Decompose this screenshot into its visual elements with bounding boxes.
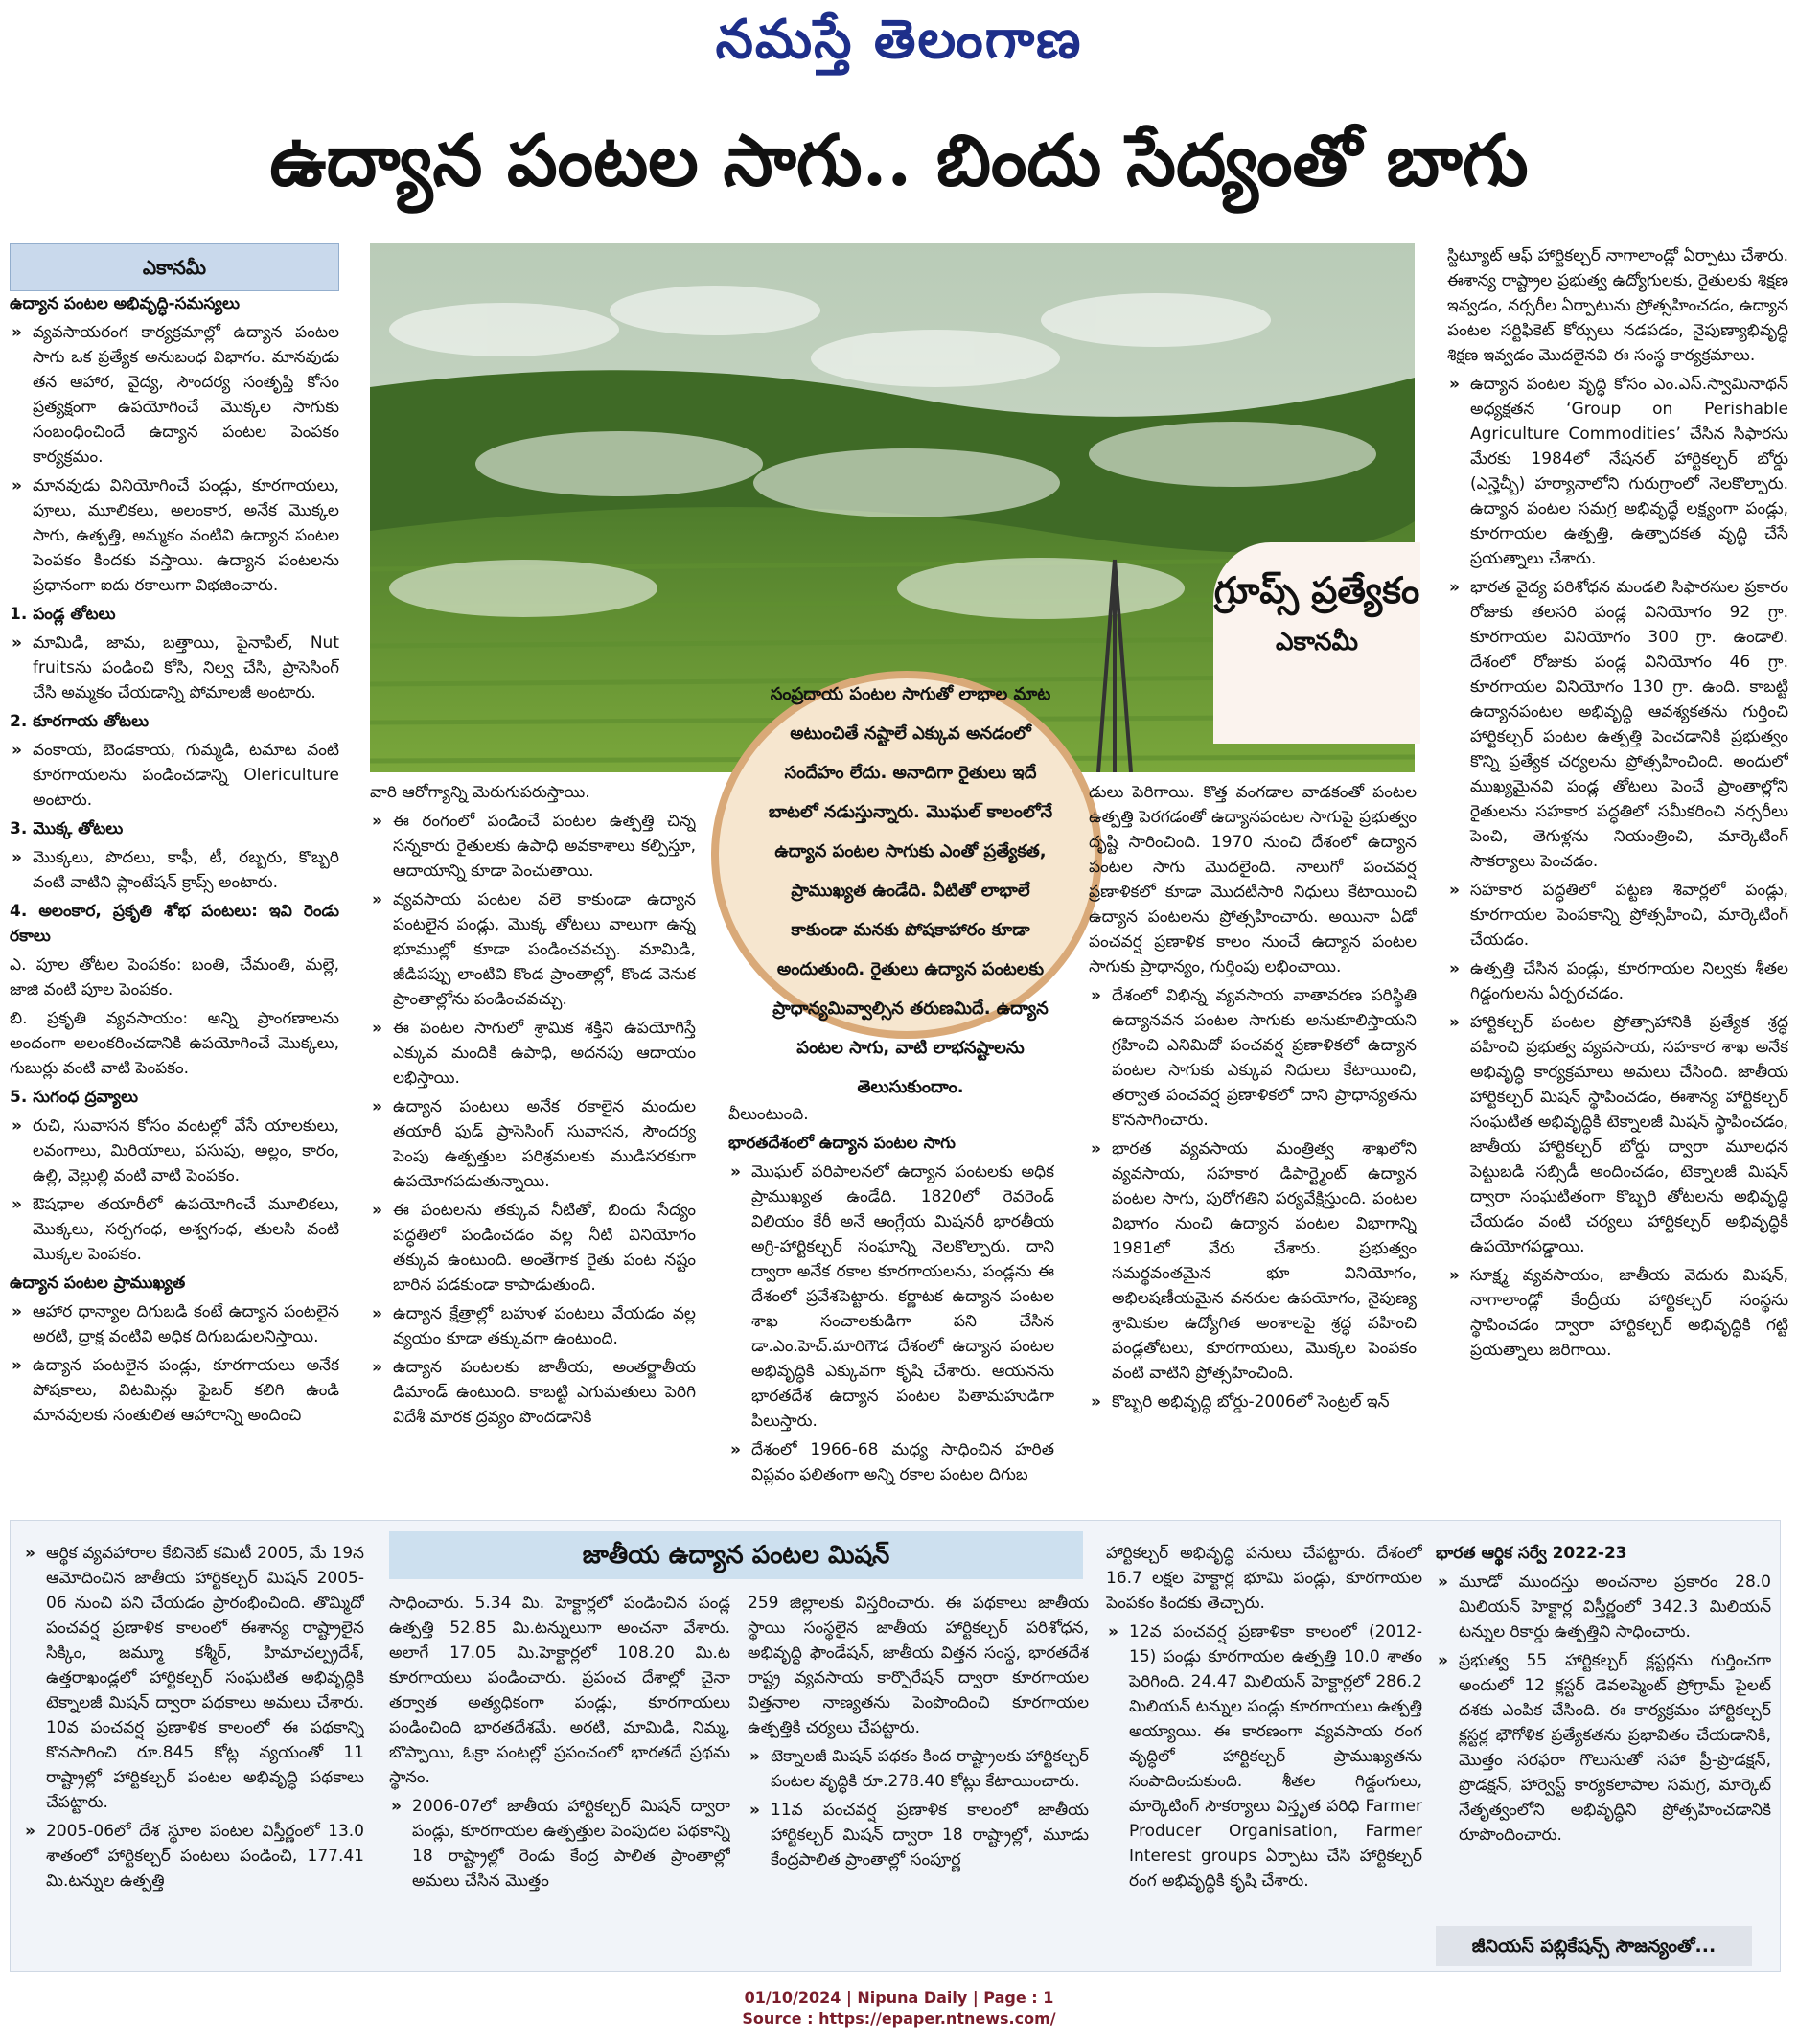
publisher-credit: జీనియస్ పబ్లికేషన్స్ సౌజన్యంతో...	[1436, 1926, 1752, 1966]
col5-bullet: » ఉత్పత్తి చేసిన పండ్లు, కూరగాయల నిల్వకు శీతల గిడ్డంగులను ఏర్పరచడం.	[1447, 956, 1788, 1006]
col1-subheading: 4. అలంకార, ప్రకృతి శోభ పంటలు: ఇవి రెండు రకాలు	[10, 902, 339, 946]
col1-heading: ఉద్యాన పంటల ప్రాముఖ్యత	[10, 1274, 186, 1293]
column-5	[1447, 243, 1788, 1499]
col4-bullet: » దేశంలో విభిన్న వ్యవసాయ వాతావరణ పరిస్థితి ఉద్యానవన పంటల సాగుకు అనుకూలిస్తాయని గ్రహించి ఎనిమిదో పంచవర్ష ప్రణాళికలో ఉద్యాన పంటల సాగుకు ఎక్కువ నిధులు కేటాయించి, తర్వాత పంచవర్ష ప్రణాళికలో దాని ప్రాధాన్యతను కొనసాగించారు.	[1089, 983, 1417, 1133]
col1-bullet: » వంకాయ, బెండకాయ, గుమ్మడి, టమాట వంటి కూరగాయలను పండించడాన్ని Olericulture అంటారు.	[10, 738, 339, 813]
bottom-bullet: » 2006-07లో జాతీయ హార్టికల్చర్ మిషన్ ద్వారా పండ్లు, కూరగాయల ఉత్పత్తుల పెంపుదల పథకాన్ని 18 రాష్ట్రాల్లో రెండు కేంద్ర పాలిత ప్రాంతాల్లో అమలు చేసిన మొత్తం	[389, 1794, 730, 1894]
column-4	[1089, 780, 1417, 1499]
col3-bullet: » దేశంలో 1966-68 మధ్య సాధించిన హరిత విప్లవం ఫలితంగా అన్ని రకాల పంటల దిగుబ	[728, 1437, 1054, 1487]
col1-bullet: » ఉద్యాన పంటలైన పండ్లు, కూరగాయలు అనేక పోషకాలు, విటమిన్లు ఫైబర్ కలిగి ఉండి మానవులకు సంతులిత ఆహారాన్ని అందించి	[10, 1353, 339, 1428]
col1-bullet: » ఆహార ధాన్యాల దిగుబడి కంటే ఉద్యాన పంటలైన అరటి, ద్రాక్ష వంటివి అధిక దిగుబడులనిస్తాయి.	[10, 1299, 339, 1349]
bottom-bullet: » 11వ పంచవర్ష ప్రణాళిక కాలంలో జాతీయ హార్టికల్చర్ మిషన్ ద్వారా 18 రాష్ట్రాల్లో, మూడు కేంద్రపాలిత ప్రాంతాల్లో సంపూర్ణ	[748, 1798, 1089, 1872]
national-mission-title: జాతీయ ఉద్యాన పంటల మిషన్	[389, 1531, 1083, 1579]
bottom-column-2	[389, 1591, 730, 1964]
col3-heading: భారతదేశంలో ఉద్యాన పంటల సాగు	[728, 1134, 956, 1153]
col1-subheading: 3. మొక్క తోటలు	[10, 819, 124, 838]
col3-bullet: » మొఘల్ పరిపాలనలో ఉద్యాన పంటలకు అధిక ప్రాముఖ్యత ఉండేది. 1820లో రెవరెండ్ విలియం కేరీ అనే ఆంగ్లేయ మిషనరీ భారతీయ అగ్రి-హార్టికల్చర్ సంఘాన్ని నెలకొల్పారు. దాని ద్వారా అనేక రకాల కూరగాయలను, పండ్లను ఈ దేశంలో ప్రవేశపెట్టారు. కర్ణాటక ఉద్యాన పంటల శాఖ సంచాలకుడిగా పని చేసిన డా.ఎం.హెచ్.మారిగౌడ దేశంలో ఉద్యాన పంటల అభివృద్ధికి ఎక్కువగా కృషి చేశారు. ఆయనను భారతదేశ ఉద్యాన పంటల పితామహుడిగా పిలుస్తారు.	[728, 1160, 1054, 1434]
col2-text: వారి ఆరోగ్యాన్ని మెరుగుపరుస్తాయి.	[370, 783, 590, 802]
col1-bullet: » మొక్కలు, పొదలు, కాఫీ, టీ, రబ్బరు, కొబ్బరి వంటి వాటిని ప్లాంటేషన్ క్రాప్స్ అంటారు.	[10, 845, 339, 895]
col3-text: వీలుంటుంది.	[728, 1105, 809, 1124]
col4-bullet: » భారత వ్యవసాయ మంత్రిత్వ శాఖలోని వ్యవసాయ, సహకార డిపార్ట్మెంట్ ఉద్యాన పంటల సాగు, పురోగతిని పర్యవేక్షిస్తుంది. పంటల విభాగం నుంచి ఉద్యాన పంటల విభాగాన్ని 1981లో వేరు చేశారు. ప్రభుత్వం సమర్థవంతమైన భూ వినియోగం, అభిలషణీయమైన వనరుల ఉపయోగం, నైపుణ్య శ్రామికుల ఉద్యోగిత అంశాలపై శ్రద్ధ వహించి పండ్లతోటలు, కూరగాయలు, మొక్కల పెంపకం వంటి వాటిని ప్రోత్సహించింది.	[1089, 1137, 1417, 1386]
bottom-bullet: » 2005-06లో దేశ స్థూల పంటల విస్తీర్ణంలో 13.0 శాతంలో హార్టికల్చర్ పంటలు పండించి, 177.41 మి.టన్నుల ఉత్పత్తి	[23, 1819, 364, 1894]
bottom-column-1	[23, 1541, 364, 1964]
col1-subheading: 1. పండ్ల తోటలు	[10, 605, 116, 624]
col5-bullet: » హార్టికల్చర్ పంటల ప్రోత్సాహానికి ప్రత్యేక శ్రద్ధ వహించి ప్రభుత్వ వ్యవసాయ, సహకార శాఖ అనేక అభివృద్ధి కార్యక్రమాలు అమలు చేసింది. జాతీయ హార్టికల్చర్ మిషన్ స్థాపించడం, ఈశాన్య హార్టికల్చర్ సంఘటిత అభివృద్ధికి టెక్నాలజీ మిషన్ స్థాపించడం, జాతీయ హార్టికల్చర్ బోర్డు ద్వారా మూలధన పెట్టుబడి సబ్సిడీ అందించడం, టెక్నాలజీ మిషన్ ద్వారా సంఘటితంగా కొబ్బరి తోటలను అభివృద్ధి చేయడం వంటి చర్యలు హార్టికల్చర్ అభివృద్ధికి ఉపయోగపడ్డాయి.	[1447, 1010, 1788, 1259]
col2-bullet: » వ్యవసాయ పంటల వలె కాకుండా ఉద్యాన పంటలైన పండ్లు, మొక్క తోటలు వాలుగా ఉన్న భూముల్లో కూడా పండించవచ్చు. మామిడి, జీడిపప్పు లాంటివి కొండ ప్రాంతాల్లో, కొండ వెనుక ప్రాంతాల్లోను పండించవచ్చు.	[370, 887, 696, 1012]
col1-item: ఎ. పూల తోటల పెంపకం: బంతి, చేమంతి, మల్లె, జాజి వంటి పూల పెంపకం.	[10, 955, 339, 999]
bottom-text: హార్టికల్చర్ అభివృద్ధి పనులు చేపట్టారు. దేశంలో 16.7 లక్షల హెక్టార్ల భూమి పండ్లు, కూరగాయల పెంపకం కిందకు తెచ్చారు.	[1106, 1544, 1422, 1613]
col5-bullet: » భారత వైద్య పరిశోధన మండలి సిఫారసుల ప్రకారం రోజుకు తలసరి పండ్ల వినియోగం 92 గ్రా. కూరగాయల వినియోగం 300 గ్రా. ఉండాలి. దేశంలో రోజుకు పండ్ల వినియోగం 46 గ్రా. కూరగాయల వినియోగం 130 గ్రా. ఉంది. కాబట్టి ఉద్యానపంటల అభివృద్ధి ఆవశ్యకతను గుర్తించి హార్టికల్చర్ పంటల ఉత్పత్తి పెంచడానికి ప్రభుత్వం కొన్ని ప్రత్యేక చర్యలను ప్రోత్సహించింది. అందులో ముఖ్యమైనవి పండ్ల తోటలు పెంచే ప్రాంతాల్లోని రైతులను సహకార పద్ధతిలో సమీకరించి నర్సరీలు పెంచి, తెగుళ్లను నియంత్రించి, మార్కెటింగ్ సౌకర్యాలు పెంచడం.	[1447, 575, 1788, 874]
col1-subheading: 2. కూరగాయ తోటలు	[10, 712, 150, 731]
column-1	[10, 243, 339, 1499]
col1-bullet: » వ్యవసాయరంగ కార్యక్రమాల్లో ఉద్యాన పంటల సాగు ఒక ప్రత్యేక అనుబంధ విభాగం. మానవుడు తన ఆహార, వైద్య, సౌందర్య సంతృప్తి కోసం ప్రత్యక్షంగా ఉపయోగించే మొక్కల సాగుకు సంబంధించిందే ఉద్యాన పంటల పెంపకం కార్యక్రమం.	[10, 320, 339, 470]
bottom-bullet: » ఆర్థిక వ్యవహారాల కేబినెట్ కమిటీ 2005, మే 19న ఆమోదించిన జాతీయ హార్టికల్చర్ మిషన్ 2005-06 నుంచి పని చేయడం ప్రారంభించింది. తొమ్మిదో పంచవర్ష ప్రణాళిక కాలంలో ఈశాన్య రాష్ట్రాలైన సిక్కిం, జమ్మూ కశ్మీర్, హిమాచల్ప్రదేశ్, ఉత్తరాఖండ్లలో హార్టికల్చర్ సంఘటిత అభివృద్ధికి టెక్నాలజీ మిషన్ ద్వారా పథకాలు అమలు చేశారు. 10వ పంచవర్ష ప్రణాళిక కాలంలో ఈ పథకాన్ని కొనసాగించి రూ.845 కోట్ల వ్యయంతో 11 రాష్ట్రాల్లో హార్టికల్చర్ పంటల అభివృద్ధి పథకాలు చేపట్టారు.	[23, 1541, 364, 1815]
col2-bullet: » ఈ పంటల సాగులో శ్రామిక శక్తిని ఉపయోగిస్తే ఎక్కువ మందికి ఉపాధి, అదనపు ఆదాయం లభిస్తాయి.	[370, 1016, 696, 1091]
bottom-text: 259 జిల్లాలకు విస్తరించారు. ఈ పథకాలు జాతీయ స్థాయి సంస్థలైన జాతీయ హార్టికల్చర్ పరిశోధన, అభివృద్ధి ఫౌండేషన్, జాతీయ విత్తన సంస్థ, భారతదేశ రాష్ట్ర వ్యవసాయ కార్పొరేషన్ ద్వారా కూరగాయల విత్తనాల నాణ్యతను పెంపొందించి కూరగాయల ఉత్పత్తికి చర్యలు చేపట్టారు.	[748, 1594, 1089, 1737]
col1-subheading: 5. సుగంధ ద్రవ్యాలు	[10, 1088, 139, 1107]
headline: ఉద్యాన పంటల సాగు.. బిందు సేద్యంతో బాగు	[269, 120, 1529, 202]
bottom-text: సాధించారు. 5.34 మి. హెక్టార్లలో పండించిన పండ్ల ఉత్పత్తి 52.85 మి.టన్నులుగా అంచనా వేశారు. అలాగే 17.05 మి.హెక్టార్లలో 108.20 మి.ట కూరగాయలు పండించారు. ప్రపంచ దేశాల్లో చైనా తర్వాత అత్యధికంగా పండ్లు, కూరగాయలు పండించింది భారతదేశమే. అరటి, మామిడి, నిమ్మ, బొప్పాయి, ఓక్రా పంటల్లో ప్రపంచంలో భారతదే ప్రథమ స్థానం.	[389, 1594, 730, 1787]
col1-bullet: » మామిడి, జామ, బత్తాయి, పైనాపిల్, Nut fruitsను పండించి కోసి, నిల్వ చేసి, ప్రాసెసింగ్ చేసి అమ్మకం చేయడాన్ని పోమాలజీ అంటారు.	[10, 631, 339, 705]
col1-bullet: » ఔషధాల తయారీలో ఉపయోగించే మూలికలు, మొక్కలు, సర్పగంధ, అశ్వగంధ, తులసి వంటి మొక్కల పెంపకం.	[10, 1192, 339, 1267]
col5-bullet: » సూక్ష్మ వ్యవసాయం, జాతీయ వెదురు మిషన్, నాగాలాండ్లో కేంద్రీయ హార్టికల్చర్ సంస్థను స్థాపించడం ద్వారా హార్టికల్చర్ అభివృద్ధికి గట్టి ప్రయత్నాలు జరిగాయి.	[1447, 1263, 1788, 1363]
bottom-heading: భారత ఆర్థిక సర్వే 2022-23	[1436, 1544, 1627, 1563]
col1-bullet: » రుచి, సువాసన కోసం వంటల్లో వేసే యాలకులు, లవంగాలు, మిరియాలు, పసుపు, అల్లం, కారం, ఉల్లి, వెల్లుల్లి వంటి వాటి పెంపకం.	[10, 1114, 339, 1188]
col1-bullet: » మానవుడు వినియోగించే పండ్లు, కూరగాయలు, పూలు, మూలికలు, అలంకార, అనేక మొక్కల సాగు, ఉత్పత్తి, అమ్మకం వంటివి ఉద్యాన పంటల పెంపకం కిందకు వస్తాయి. ఉద్యాన పంటలను ప్రధానంగా ఐదు రకాలుగా విభజించారు.	[10, 473, 339, 598]
groups-special-badge	[1213, 542, 1420, 744]
page-footer	[0, 1987, 1798, 2030]
bottom-bullet: » 12వ పంచవర్ష ప్రణాళికా కాలంలో (2012-15) పండ్లు కూరగాయల ఉత్పత్తి 10.0 శాతం పెరిగింది. 24.47 మిలియన్ హెక్టార్లలో 286.2 మిలియన్ టన్నుల పండ్లు కూరగాయలు ఉత్పత్తి అయ్యాయి. ఈ కారణంగా వ్యవసాయ రంగ వృద్ధిలో హార్టికల్చర్ ప్రాముఖ్యతను సంపాదించుకుంది. శీతల గిడ్డంగులు, మార్కెటింగ్ సౌకర్యాలు విస్తృత పరిధి Farmer Producer Organisation, Farmer Interest groups ఏర్పాటు చేసి హార్టికల్చర్ రంగ అభివృద్ధికి కృషి చేశారు.	[1106, 1619, 1422, 1894]
col2-bullet: » ఉద్యాన క్షేత్రాల్లో బహుళ పంటలు వేయడం వల్ల వ్యయం కూడా తక్కువగా ఉంటుంది.	[370, 1301, 696, 1351]
footer-source-line: Source : https://epaper.ntnews.com/	[742, 2010, 1056, 2028]
col1-item: బి. ప్రకృతి వ్యవసాయం: అన్ని ప్రాంగణాలను అందంగా అలంకరించడానికి ఉపయోగించే మొక్కలు, గుబుర్లు వంటి వాటి పెంపకం.	[10, 1009, 339, 1078]
column-2	[370, 780, 696, 1499]
column-3	[728, 1102, 1054, 1499]
col5-bullet: » సహకార పద్ధతిలో పట్టణ శివార్లలో పండ్లు, కూరగాయల పెంపకాన్ని ప్రోత్సహించి, మార్కెటింగ్ చేయడం.	[1447, 878, 1788, 953]
col2-bullet: » ఈ పంటలను తక్కువ నీటితో, బిందు సేద్యం పద్ధతిలో పండించడం వల్ల నీటి వినియోగం తక్కువ ఉంటుంది. అంతేగాక రైతు పంట నష్టం బారిన పడకుండా కాపాడుతుంది.	[370, 1198, 696, 1298]
col5-text: స్టిట్యూట్ ఆఫ్ హార్టికల్చర్ నాగాలాండ్లో ఏర్పాటు చేశారు. ఈశాన్య రాష్ట్రాల ప్రభుత్వ ఉద్యోగులకు, రైతులకు శిక్షణ ఇవ్వడం, నర్సరీల ఏర్పాటును ప్రోత్సహించడం, ఉద్యాన పంటల సర్టిఫికెట్ కోర్సులు నడపడం, నైపుణ్యాభివృద్ధి శిక్షణ ఇవ్వడం మొదలైనవి ఈ సంస్థ కార్యక్రమాలు.	[1447, 246, 1788, 365]
col2-bullet: » ఈ రంగంలో పండించే పంటల ఉత్పత్తి చిన్న సన్నకారు రైతులకు ఉపాధి అవకాశాలు కల్పిస్తూ, ఆదాయాన్ని కూడా పెంచుతాయి.	[370, 809, 696, 884]
bottom-bullet: » మూడో ముందస్తు అంచనాల ప్రకారం 28.0 మిలియన్ హెక్టార్ల విస్తీర్ణంలో 342.3 మిలియన్ టన్నుల రికార్డు ఉత్పత్తిని సాధించారు.	[1436, 1570, 1771, 1644]
masthead: నమస్తే తెలంగాణ	[715, 8, 1083, 71]
col4-bullet: » కొబ్బరి అభివృద్ధి బోర్డు-2006లో సెంట్రల్ ఇన్	[1089, 1389, 1417, 1414]
bottom-bullet: » ప్రభుత్వ 55 హార్టికల్చర్ క్లస్టర్లను గుర్తించగా అందులో 12 క్లస్టర్ డెవలప్మెంట్ ప్రోగ్రామ్ పైలట్ దశకు ఎంపిక చేసింది. ఈ కార్యక్రమం హార్టికల్చర్ క్లస్టర్ల భౌగోళిక ప్రత్యేకతను ప్రభావితం చేయడానికి, మొత్తం సరఫరా గొలుసుతో సహా ప్రీ-ప్రొడక్షన్, ప్రొడక్షన్, హార్వెస్ట్ కార్యకలాపాల సమగ్ర, మార్కెట్ నేతృత్వంలోని అభివృద్ధిని ప్రోత్సహించడానికి రూపొందించారు.	[1436, 1648, 1771, 1848]
bottom-bullet: » టెక్నాలజీ మిషన్ పథకం కింద రాష్ట్రాలకు హార్టికల్చర్ పంటల వృద్ధికి రూ.278.40 కోట్లు కేటాయించారు.	[748, 1744, 1089, 1794]
badge-subtitle: ఎకానమీ	[1276, 628, 1358, 656]
badge-title: గ్రూప్స్ ప్రత్యేకం	[1213, 569, 1420, 611]
col4-text: డులు పెరిగాయి. కొత్త వంగడాల వాడకంతో పంటల ఉత్పత్తి పెరగడంతో ఉద్యానపంటల సాగుపై ప్రభుత్వం దృష్టి సారించింది. 1970 నుంచి దేశంలో ఉద్యాన పంటల సాగు మొదలైంది. నాలుగో పంచవర్ష ప్రణాళికలో కూడా మొదటిసారి నిధులు కేటాయించి ఉద్యాన పంటలను ప్రోత్సహించారు. అయినా ఏడో పంచవర్ష ప్రణాళిక కాలం నుంచే ఉద్యాన పంటల సాగుకు ప్రాధాన్యం, గుర్తింపు లభించాయి.	[1089, 783, 1417, 976]
col5-bullet: » ఉద్యాన పంటల వృద్ధి కోసం ఎం.ఎస్.స్వామినాథన్ అధ్యక్షతన ‘Group on Perishable Agriculture Commodities’ చేసిన సిఫారసు మేరకు 1984లో నేషనల్ హార్టికల్చర్ బోర్డు (ఎన్హెచ్బీ) హర్యానాలోని గురుగ్రాంలో నెలకొల్పారు. ఉద్యాన పంటల సమగ్ర అభివృద్ధే లక్ష్యంగా పండ్లు, కూరగాయల ఉత్పత్తి, ఉత్పాదకత వృద్ధి చేసే ప్రయత్నాలు చేశారు.	[1447, 372, 1788, 571]
col2-bullet: » ఉద్యాన పంటలు అనేక రకాలైన మందుల తయారీ ఫుడ్ ప్రాసెసింగ్ సువాసన, సౌందర్య పెంపు ఉత్పత్తుల పరిశ్రమలకు ముడిసరకుగా ఉపయోగపడుతున్నాయి.	[370, 1094, 696, 1194]
footer-date-line: 01/10/2024 | Nipuna Daily | Page : 1	[744, 1988, 1054, 2007]
intro-text: సంప్రదాయ పంటల సాగుతో లాభాల మాట అటుంచితే నష్టాలే ఎక్కువ అనడంలో సందేహం లేదు. అనాదిగా రైతులు ఇదే బాటలో నడుస్తున్నారు. మొఘల్ కాలంలోనే ఉద్యాన పంటల సాగుకు ఎంతో ప్రత్యేకత, ప్రాముఖ్యత ఉండేది. వీటితో లాభాలే కాకుండా మనకు పోషకాహారం కూడా అందుతుంది. రైతులు ఉద్యాన పంటలకు ప్రాధాన్యమివ్వాల్సిన తరుణమిదే. ఉద్యాన పంటల సాగు, వాటి లాభనష్టాలను తెలుసుకుందాం.	[768, 684, 1053, 1097]
bottom-column-5	[1436, 1541, 1771, 1922]
section-tag: ఎకానమీ	[10, 243, 339, 291]
bottom-column-3	[748, 1591, 1089, 1964]
col1-heading: ఉద్యాన పంటల అభివృద్ధి-సమస్యలు	[10, 294, 240, 313]
bottom-column-4	[1106, 1541, 1422, 1964]
col2-bullet: » ఉద్యాన పంటలకు జాతీయ, అంతర్జాతీయ డిమాండ్ ఉంటుంది. కాబట్టి ఎగుమతులు పెరిగి విదేశీ మారక ద్రవ్యం పొందడానికి	[370, 1355, 696, 1430]
